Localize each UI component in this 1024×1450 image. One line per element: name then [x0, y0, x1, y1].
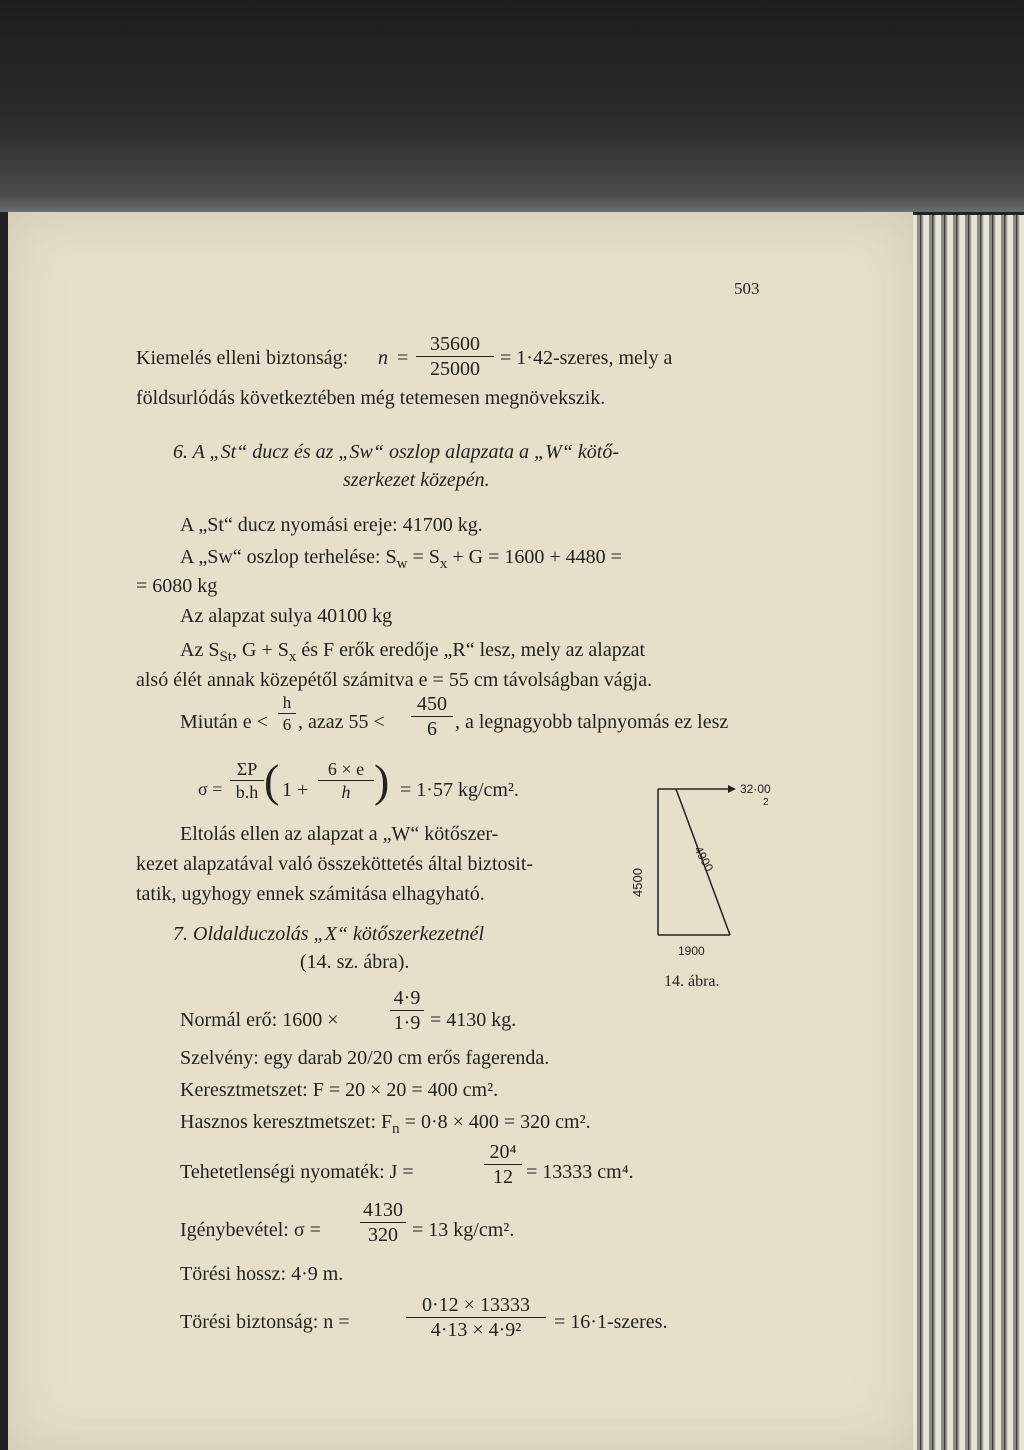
miutan-mid: , azaz 55 < [298, 711, 385, 733]
miutan-fraction-1 [278, 694, 296, 733]
fraction-numerator: 4·9 [390, 988, 424, 1011]
figure-label-base: 1900 [678, 944, 705, 958]
fraction-denominator: 6 [427, 718, 437, 740]
fraction-denominator: 320 [368, 1224, 398, 1246]
figure-label-top-sub: 2 [763, 797, 769, 808]
buckling-safety-label: Törési biztonság: n = [180, 1311, 350, 1333]
lift-safety-fraction [416, 334, 494, 379]
fraction-denominator: h [341, 782, 351, 802]
page-number: 503 [734, 279, 760, 298]
miutan-prefix: Miután e < [180, 711, 268, 733]
section6-heading-line1: 6. A „St“ ducz és az „Sw“ oszlop alapzata a „W“ kötő- [173, 441, 620, 463]
sigma-one-plus: 1 + [282, 779, 309, 801]
inertia-label: Tehetetlenségi nyomaték: J = [180, 1161, 414, 1183]
section7-heading-line2: (14. sz. ábra). [300, 951, 410, 973]
figure-arrowhead [728, 785, 736, 793]
normal-force-result: = 4130 kg. [430, 1009, 517, 1031]
sigma-lhs: σ = [198, 779, 223, 799]
figure-14-diagram [618, 767, 818, 967]
sigma-fraction-1 [230, 760, 264, 801]
fraction-numerator: 4130 [360, 1200, 406, 1223]
lift-safety-result: = 1·42-szeres, mely a [500, 347, 673, 369]
useful-section-line: Hasznos keresztmetszet: $F_n = 0\cdot 8 \times 400 = 320$ cm². [180, 1111, 591, 1137]
fraction-denominator: 25000 [430, 358, 480, 380]
fraction-denominator: 1·9 [393, 1012, 421, 1034]
buckling-length-line: Törési hossz: 4·9 m. [180, 1263, 344, 1285]
resultant-line2: alsó élét annak közepétől számitva e = 55 cm távolságban vágja. [136, 669, 653, 691]
fraction-numerator: 6 × e [318, 760, 374, 781]
book-page [8, 212, 913, 1450]
sigma-fraction-2 [318, 760, 374, 801]
fraction-numerator: h [278, 694, 296, 714]
lift-safety-var: n [378, 347, 388, 369]
sw-load-line1: A „Sw“ oszlop terhelése: $S_w = S_x + G = 1600 + 4480$ = [180, 546, 622, 572]
figure-caption: 14. ábra. [664, 973, 720, 990]
stress-result: = 13 kg/cm². [412, 1219, 515, 1241]
normal-force-fraction [390, 988, 424, 1033]
lift-safety-label: Kiemelés elleni biztonság: [136, 347, 349, 369]
section7-heading-line1: 7. Oldalduczolás „X“ kötőszerkezetnél [173, 923, 485, 945]
page-edges-stack [900, 215, 1024, 1450]
section6-heading-line2: szerkezet közepén. [343, 469, 490, 491]
st-pressure-line: A „St“ ducz nyomási ereje: 41700 kg. [180, 514, 483, 536]
figure-label-height: 4500 [630, 868, 645, 897]
figure-label-top: 32·00 [740, 782, 771, 796]
shift-line3: tatik, ugyhogy ennek számitása elhagyható. [136, 883, 485, 905]
section-line: Szelvény: egy darab 20/20 cm erős fagerenda. [180, 1047, 550, 1069]
buckling-safety-fraction [406, 1295, 546, 1340]
fraction-numerator: 450 [411, 694, 453, 717]
resultant-line1: Az $S_{St}$, $G + S_x$ és F erők eredője „R“ lesz, mely az alapzat [180, 639, 646, 665]
fraction-numerator: 35600 [416, 334, 494, 357]
fraction-denominator: b.h [235, 782, 259, 802]
shift-line1: Eltolás ellen az alapzat a „W“ kötőszer- [180, 823, 499, 845]
miutan-suffix: , a legnagyobb talpnyomás ez lesz [455, 711, 729, 733]
lift-safety-line2: földsurlódás következtében még tetemesen megnövekszik. [136, 387, 606, 409]
cross-section-line: Keresztmetszet: F = 20 × 20 = 400 cm². [180, 1079, 499, 1101]
fraction-numerator: 20⁴ [484, 1142, 522, 1165]
lift-safety-eq: = [397, 347, 409, 369]
book-cover-background [0, 0, 1024, 212]
fraction-denominator: 6 [282, 715, 292, 734]
buckling-safety-result: = 16·1-szeres. [554, 1311, 668, 1333]
inertia-fraction [484, 1142, 522, 1187]
fraction-numerator: ΣP [230, 760, 264, 781]
sigma-paren-close: ) [374, 755, 390, 806]
sw-load-line2: = 6080 kg [136, 575, 218, 597]
fraction-numerator: 0·12 × 13333 [406, 1295, 546, 1318]
shift-line2: kezet alapzatával való összeköttetés által biztosit- [136, 853, 534, 875]
sigma-paren-open: ( [264, 755, 280, 806]
normal-force-label: Normál erő: 1600 × [180, 1009, 339, 1031]
stress-fraction [360, 1200, 406, 1245]
base-weight-line: Az alapzat sulya 40100 kg [180, 605, 393, 627]
figure-label-diagonal: 4900 [691, 843, 717, 874]
stress-label: Igénybevétel: σ = [180, 1219, 321, 1241]
fraction-denominator: 4·13 × 4·9² [430, 1319, 522, 1341]
sigma-result: = 1·57 kg/cm². [400, 779, 519, 801]
fraction-denominator: 12 [493, 1166, 513, 1188]
miutan-fraction-2 [411, 694, 453, 739]
inertia-result: = 13333 cm⁴. [526, 1161, 634, 1183]
